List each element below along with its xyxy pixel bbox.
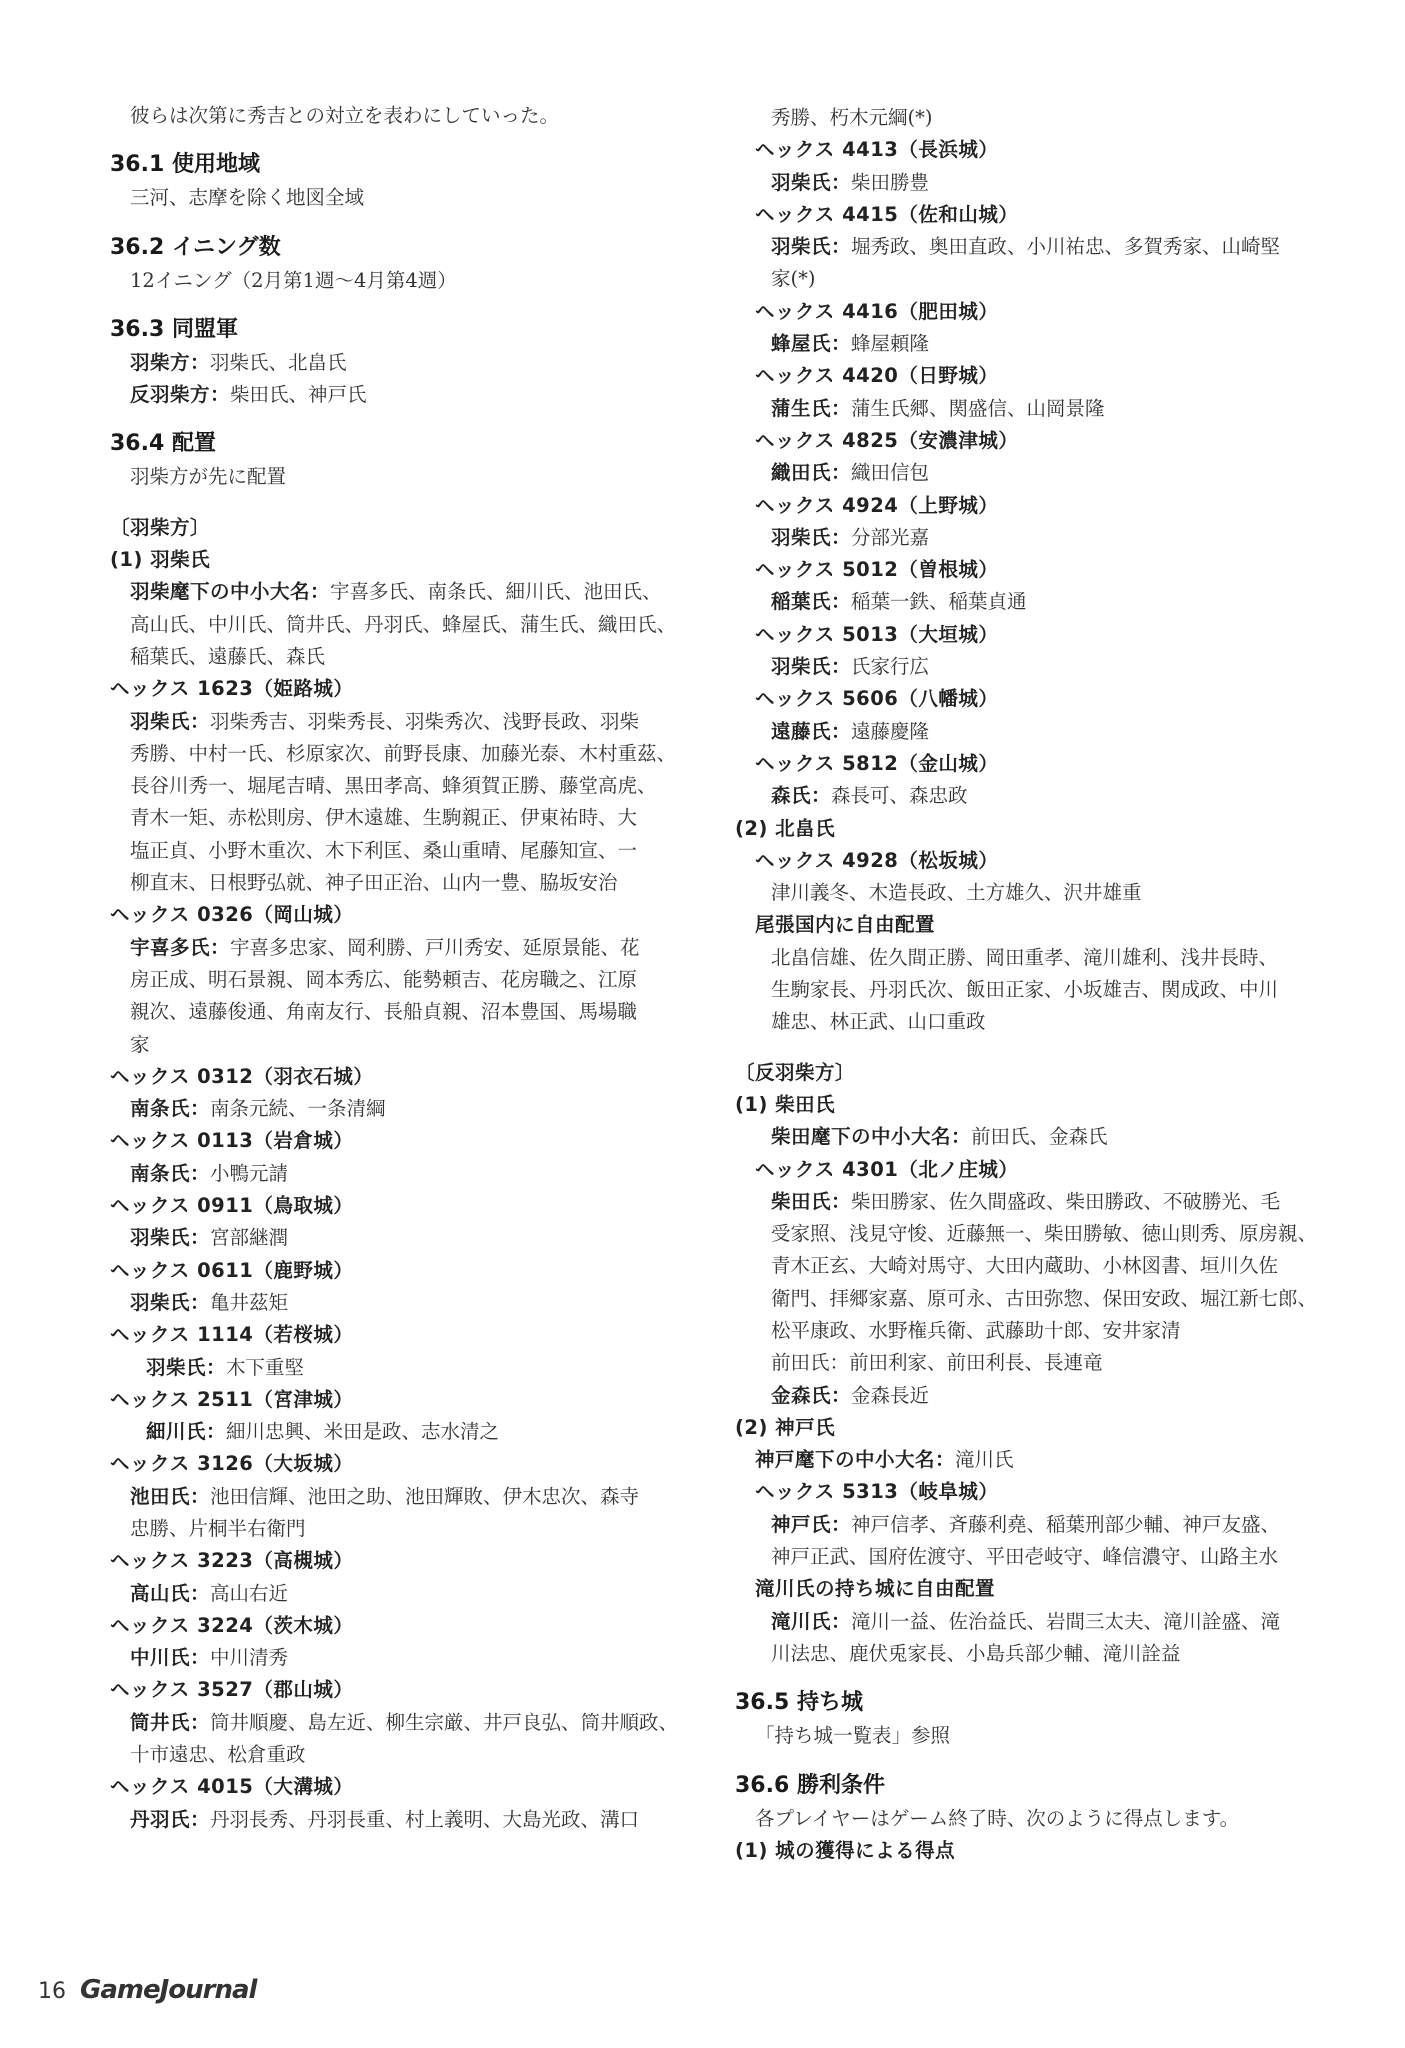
clan-label: 羽柴方：	[130, 350, 211, 374]
clan-members: 中川清秀	[210, 1646, 289, 1670]
clan-label: 反羽柴方：	[130, 383, 231, 407]
subheading: ヘックス 4015（大溝城）	[110, 1775, 354, 1799]
subheading: ヘックス 4420（日野城）	[755, 364, 999, 388]
clan-label: 羽柴麾下の中小大名：	[130, 580, 331, 604]
clan-members: 羽柴秀吉、羽柴秀長、羽柴秀次、浅野長政、羽柴	[210, 709, 640, 733]
clan-label: 中川氏：	[130, 1646, 211, 1670]
subheading: (2) 北畠氏	[735, 816, 836, 840]
subheading: ヘックス 4416（肥田城）	[755, 299, 999, 323]
subheading: ヘックス 5013（大垣城）	[755, 622, 999, 646]
clan-entry	[110, 1707, 710, 1739]
clan-label: 羽柴氏：	[771, 525, 852, 549]
clan-members: 蒲生氏郷、関盛信、山岡景隆	[851, 396, 1105, 420]
page-number: 16	[38, 1979, 66, 2004]
clan-label: 織田氏：	[771, 461, 852, 485]
section-heading: 36.5 持ち城	[735, 1690, 863, 1716]
clan-entry	[735, 1509, 1350, 1541]
section-heading: 36.6 勝利条件	[735, 1772, 885, 1798]
body-text: 前田氏：前田利家、前田利長、長連竜	[771, 1351, 1103, 1375]
clan-members: 柴田氏、神戸氏	[230, 383, 367, 407]
clan-members: 前田氏、金森氏	[971, 1125, 1108, 1149]
subheading: ヘックス 2511（宮津城）	[110, 1387, 354, 1411]
body-text: 秀勝、朽木元綱(*)	[771, 106, 933, 129]
subheading: ヘックス 0113（岩倉城）	[110, 1129, 354, 1153]
clan-entry	[735, 716, 1350, 748]
subheading: ヘックス 4825（安濃津城）	[755, 428, 1019, 452]
body-text: 柳直末、日根野弘就、神子田正治、山内一豊、脇坂安治	[130, 871, 618, 895]
clan-entry	[110, 1481, 710, 1513]
clan-members: 亀井茲矩	[210, 1290, 289, 1314]
body-text: 羽柴方が先に配置	[130, 465, 287, 489]
clan-entry	[110, 1093, 710, 1125]
clan-members: 滝川氏	[955, 1448, 1014, 1472]
section-heading: 36.3 同盟軍	[110, 316, 238, 342]
body-text: 北畠信雄、佐久間正勝、岡田重孝、滝川雄利、浅井長時、	[771, 945, 1279, 969]
clan-entry	[735, 1380, 1350, 1412]
subheading: (1) 城の獲得による得点	[735, 1838, 956, 1862]
clan-label: 丹羽氏：	[130, 1807, 211, 1831]
clan-label: 羽柴氏：	[130, 709, 211, 733]
clan-entry	[735, 167, 1350, 199]
clan-label: 高山氏：	[130, 1581, 211, 1605]
clan-label: 金森氏：	[771, 1383, 852, 1407]
subheading: ヘックス 4413（長浜城）	[755, 138, 999, 162]
clan-entry	[110, 1804, 710, 1836]
clan-entry	[110, 1578, 710, 1610]
clan-members: 分部光嘉	[851, 525, 930, 549]
clan-label: 羽柴氏：	[130, 1290, 211, 1314]
clan-members: 細川忠興、米田是政、志水清之	[226, 1420, 500, 1444]
section-heading: 36.4 配置	[110, 431, 216, 457]
clan-label: 羽柴氏：	[771, 235, 852, 259]
body-text: 「持ち城一覧表」参照	[755, 1724, 951, 1748]
clan-label: 宇喜多氏：	[130, 935, 231, 959]
subheading: ヘックス 5606（八幡城）	[755, 687, 999, 711]
clan-entry	[110, 1222, 710, 1254]
body-text: 青木正玄、大崎対馬守、大田内蔵助、小林図書、垣川久佐	[771, 1254, 1279, 1278]
clan-label: 蜂屋氏：	[771, 332, 852, 356]
clan-entry	[110, 347, 710, 379]
subheading: 尾張国内に自由配置	[755, 913, 936, 937]
clan-label: 神戸麾下の中小大名：	[755, 1448, 956, 1472]
clan-label: 南条氏：	[130, 1097, 211, 1121]
clan-members: 丹羽長秀、丹羽長重、村上義明、大島光政、溝口	[210, 1807, 640, 1831]
clan-members: 遠藤慶隆	[851, 719, 930, 743]
clan-members: 宇喜多忠家、岡利勝、戸川秀安、延原景能、花	[230, 935, 640, 959]
subheading: ヘックス 0312（羽衣石城）	[110, 1064, 374, 1088]
clan-label: 羽柴氏：	[771, 655, 852, 679]
body-text: 青木一矩、赤松則房、伊木遠雄、生駒親正、伊東祐時、大	[130, 806, 638, 830]
subheading: 〔羽柴方〕	[110, 515, 211, 539]
clan-members: 南条元続、一条清綱	[210, 1097, 386, 1121]
subheading: 〔反羽柴方〕	[735, 1060, 856, 1084]
subheading: ヘックス 0911（鳥取城）	[110, 1194, 354, 1218]
subheading: ヘックス 0611（鹿野城）	[110, 1258, 354, 1282]
body-text: 秀勝、中村一氏、杉原家次、前野長康、加藤光泰、木村重茲、	[130, 741, 677, 765]
clan-members: 柴田勝家、佐久間盛政、柴田勝政、不破勝光、毛	[851, 1189, 1281, 1213]
body-text: 忠勝、片桐半右衛門	[130, 1516, 306, 1540]
left-column	[110, 100, 710, 1836]
clan-label: 柴田氏：	[771, 1189, 852, 1213]
journal-logo: GameJournal	[80, 1975, 257, 2005]
clan-label: 滝川氏：	[771, 1609, 852, 1633]
clan-members: 小鴨元請	[210, 1161, 289, 1185]
clan-entry	[110, 576, 710, 608]
subheading: ヘックス 4924（上野城）	[755, 493, 999, 517]
body-text: 川法忠、鹿伏兎家長、小島兵部少輔、滝川詮益	[771, 1641, 1181, 1665]
body-text: 生駒家長、丹羽氏次、飯田正家、小坂雄吉、関成政、中川	[771, 978, 1279, 1002]
clan-members: 筒井順慶、島左近、柳生宗厳、井戸良弘、筒井順政、	[210, 1710, 679, 1734]
subheading: (1) 羽柴氏	[110, 548, 211, 572]
clan-entry	[735, 1186, 1350, 1218]
body-text: 高山氏、中川氏、筒井氏、丹羽氏、蜂屋氏、蒲生氏、織田氏、	[130, 612, 677, 636]
clan-entry	[110, 1642, 710, 1674]
clan-entry	[735, 231, 1350, 263]
clan-members: 堀秀政、奥田直政、小川祐忠、多賀秀家、山崎堅	[851, 235, 1281, 259]
clan-entry	[110, 1287, 710, 1319]
clan-entry	[735, 1121, 1350, 1153]
body-text: 稲葉氏、遠藤氏、森氏	[130, 644, 326, 668]
subheading: 滝川氏の持ち城に自由配置	[755, 1577, 996, 1601]
body-text: 衛門、拝郷家嘉、原可永、古田弥惣、保田安政、堀江新七郎、	[771, 1286, 1318, 1310]
clan-label: 羽柴氏：	[130, 1226, 211, 1250]
clan-entry	[735, 328, 1350, 360]
clan-members: 森長可、森忠政	[831, 784, 968, 808]
clan-entry	[735, 586, 1350, 618]
body-text: 松平康政、水野権兵衛、武藤助十郎、安井家清	[771, 1318, 1181, 1342]
clan-members: 池田信輝、池田之助、池田輝敗、伊木忠次、森寺	[210, 1484, 640, 1508]
section-heading: 36.2 イニング数	[110, 234, 281, 260]
clan-label: 遠藤氏：	[771, 719, 852, 743]
subheading: ヘックス 3224（茨木城）	[110, 1613, 354, 1637]
clan-entry	[735, 651, 1350, 683]
subheading: ヘックス 3223（高槻城）	[110, 1549, 354, 1573]
body-text: 受家照、浅見守悛、近藤無一、柴田勝敏、徳山則秀、原房親、	[771, 1222, 1318, 1246]
clan-members: 稲葉一鉄、稲葉貞通	[851, 590, 1027, 614]
body-text: 三河、志摩を除く地図全域	[130, 186, 365, 210]
body-text: 房正成、明石景親、岡本秀広、能勢頼吉、花房職之、江原	[130, 967, 638, 991]
clan-label: 細川氏：	[146, 1420, 227, 1444]
clan-label: 森氏：	[771, 784, 832, 808]
clan-entry	[735, 393, 1350, 425]
clan-members: 神戸信孝、斉藤利堯、稲葉刑部少輔、神戸友盛、	[851, 1512, 1281, 1536]
clan-members: 金森長近	[851, 1383, 930, 1407]
subheading: ヘックス 1623（姫路城）	[110, 677, 354, 701]
clan-members: 蜂屋頼隆	[851, 332, 930, 356]
clan-entry	[110, 706, 710, 738]
body-text: 長谷川秀一、堀尾吉晴、黒田孝高、蜂須賀正勝、藤堂高虎、	[130, 774, 657, 798]
clan-label: 柴田麾下の中小大名：	[771, 1125, 972, 1149]
clan-label: 羽柴氏：	[146, 1355, 227, 1379]
subheading: ヘックス 5313（岐阜城）	[755, 1480, 999, 1504]
clan-members: 宮部継潤	[210, 1226, 289, 1250]
subheading: ヘックス 3527（郡山城）	[110, 1678, 354, 1702]
body-text: 彼らは次第に秀吉との対立を表わにしていった。	[130, 104, 560, 127]
subheading: ヘックス 4301（北ノ庄城）	[755, 1157, 1019, 1181]
clan-entry	[735, 522, 1350, 554]
clan-members: 氏家行広	[851, 655, 930, 679]
body-text: 十市遠忠、松倉重政	[130, 1743, 306, 1767]
clan-members: 宇喜多氏、南条氏、細川氏、池田氏、	[330, 580, 662, 604]
subheading: ヘックス 0326（岡山城）	[110, 903, 354, 927]
body-text: 親次、遠藤俊通、角南友行、長船貞親、沼本豊国、馬場職	[130, 1000, 638, 1024]
clan-label: 南条氏：	[130, 1161, 211, 1185]
clan-entry	[735, 457, 1350, 489]
clan-label: 池田氏：	[130, 1484, 211, 1508]
clan-members: 織田信包	[851, 461, 930, 485]
clan-entry	[735, 1444, 1350, 1476]
right-column	[735, 102, 1350, 1867]
clan-label: 羽柴氏：	[771, 170, 852, 194]
clan-label: 稲葉氏：	[771, 590, 852, 614]
clan-entry	[110, 379, 710, 411]
subheading: (2) 神戸氏	[735, 1415, 836, 1439]
clan-members: 高山右近	[210, 1581, 289, 1605]
body-text: 家(*)	[771, 267, 816, 291]
subheading: ヘックス 5812（金山城）	[755, 751, 999, 775]
body-text: 家	[130, 1032, 150, 1056]
clan-label: 神戸氏：	[771, 1512, 852, 1536]
subheading: ヘックス 5012（曽根城）	[755, 558, 999, 582]
page-footer	[38, 1975, 256, 2005]
clan-members: 滝川一益、佐治益氏、岩間三太夫、滝川詮盛、滝	[851, 1609, 1281, 1633]
clan-entry	[110, 932, 710, 964]
clan-label: 蒲生氏：	[771, 396, 852, 420]
subheading: ヘックス 3126（大坂城）	[110, 1452, 354, 1476]
body-text: 塩正貞、小野木重次、木下利匡、桑山重晴、尾藤知宣、一	[130, 838, 638, 862]
clan-members: 柴田勝豊	[851, 170, 930, 194]
body-text: 各プレイヤーはゲーム終了時、次のように得点します。	[755, 1806, 1240, 1830]
clan-entry	[110, 1352, 710, 1384]
body-text: 12イニング（2月第1週～4月第4週）	[130, 268, 457, 292]
clan-entry	[735, 780, 1350, 812]
subheading: (1) 柴田氏	[735, 1092, 836, 1116]
section-heading: 36.1 使用地域	[110, 152, 260, 178]
clan-members: 羽柴氏、北畠氏	[210, 350, 347, 374]
subheading: ヘックス 4928（松坂城）	[755, 848, 999, 872]
body-text: 津川義冬、木造長政、土方雄久、沢井雄重	[771, 881, 1142, 905]
clan-members: 木下重堅	[226, 1355, 305, 1379]
body-text: 雄忠、林正武、山口重政	[771, 1010, 986, 1034]
clan-entry	[110, 1416, 710, 1448]
subheading: ヘックス 4415（佐和山城）	[755, 202, 1019, 226]
clan-label: 筒井氏：	[130, 1710, 211, 1734]
clan-entry	[735, 1606, 1350, 1638]
body-text: 神戸正武、国府佐渡守、平田壱岐守、峰信濃守、山路主水	[771, 1545, 1279, 1569]
subheading: ヘックス 1114（若桜城）	[110, 1323, 354, 1347]
clan-entry	[110, 1158, 710, 1190]
